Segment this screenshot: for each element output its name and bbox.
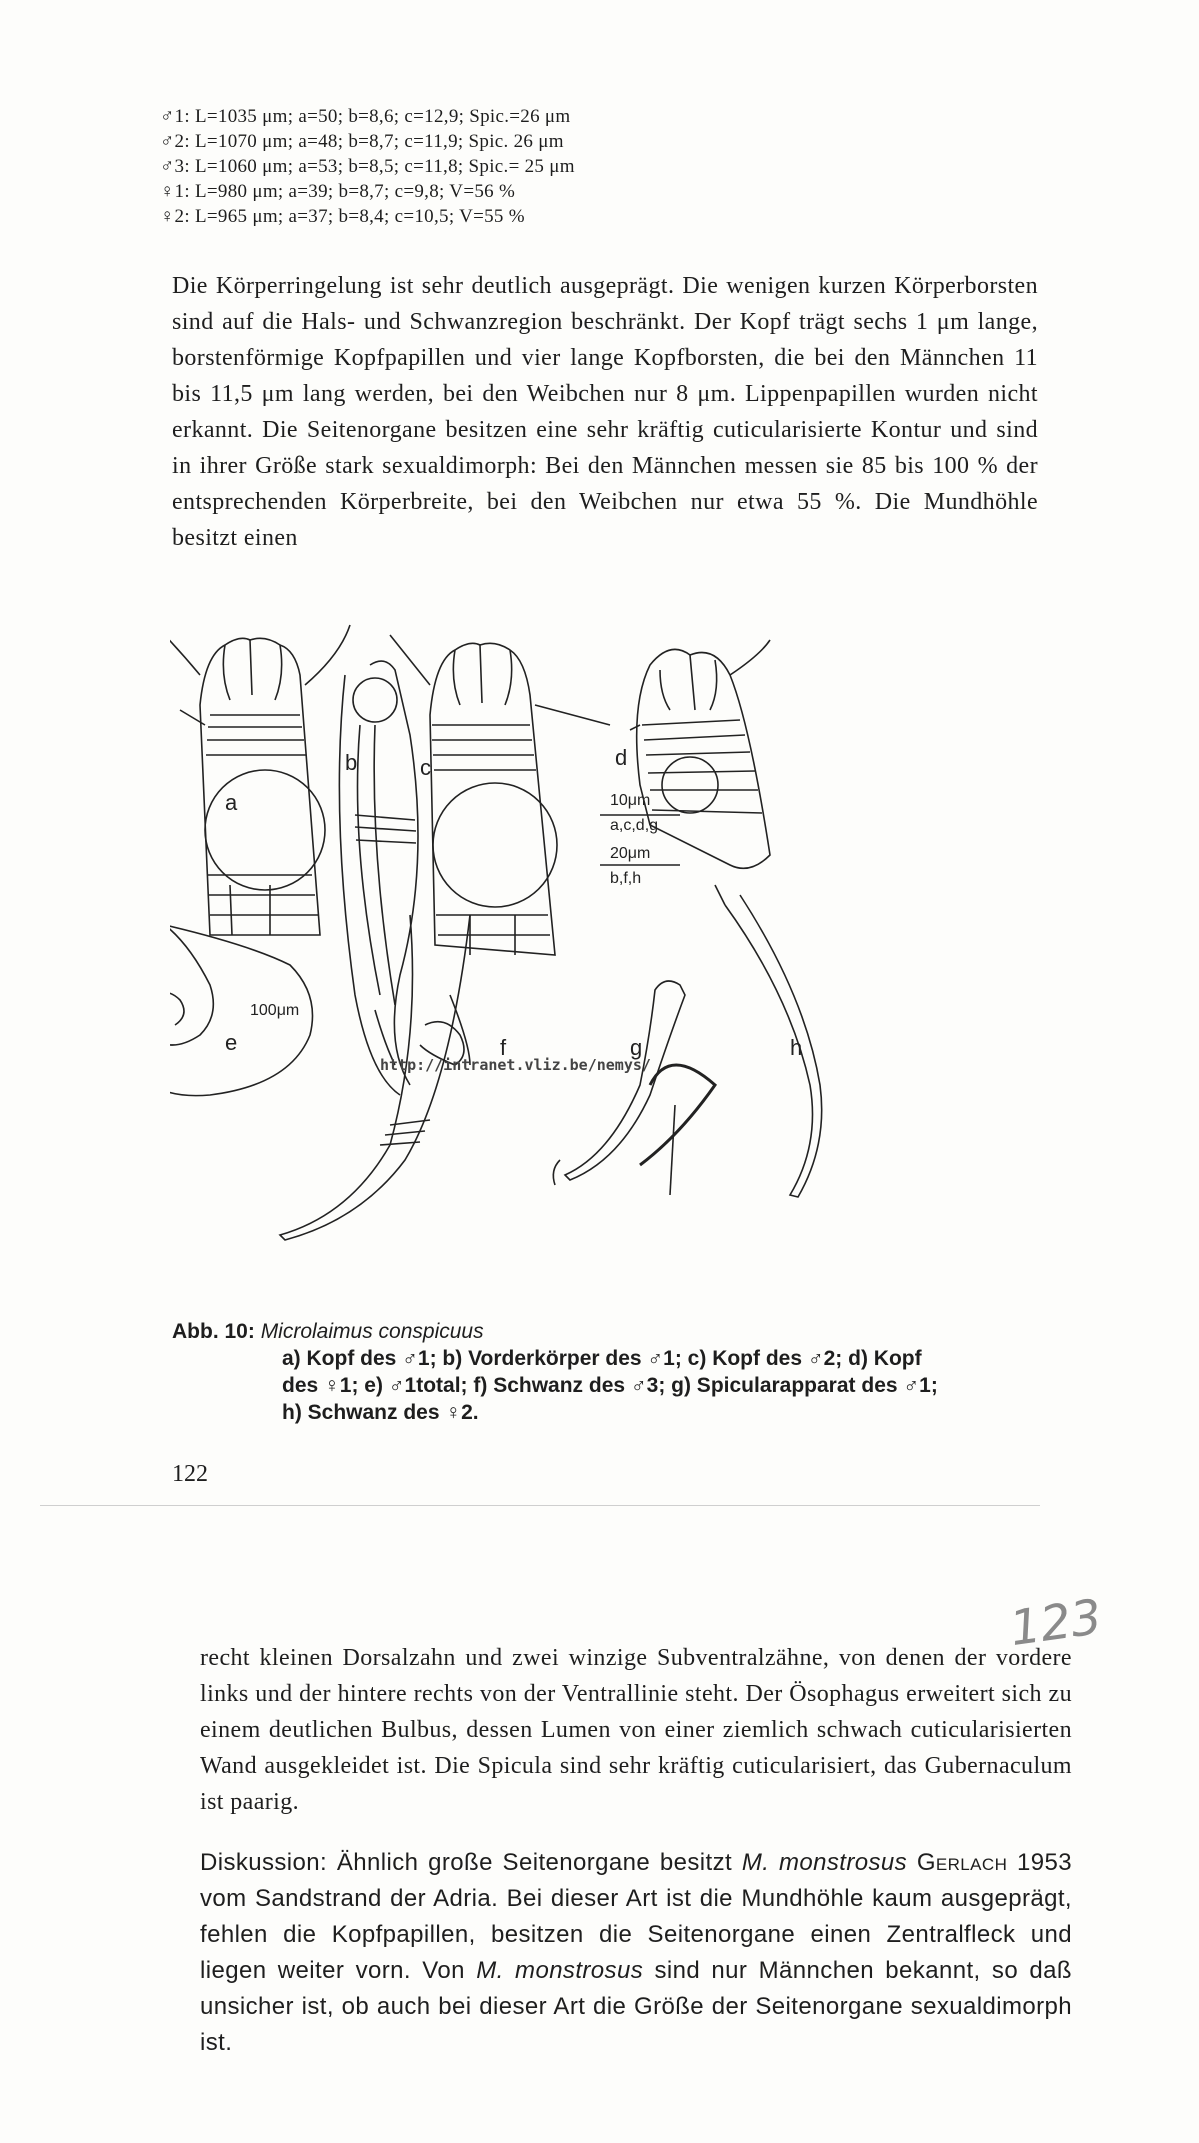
measurement-line: ♂2: L=1070 μm; a=48; b=8,7; c=11,9; Spic. 26 μm <box>160 131 564 152</box>
discussion-paragraph <box>200 1845 1072 2061</box>
discussion-text: 1953 vom Sandstrand der Adria. Bei dieser Art ist die Mundhöhle kaum ausgeprägt, fehlen die Kopfpapillen, besitzen die Seitenorgane einen Zentralfleck und liegen weiter vorn. Von <box>200 1849 1073 1984</box>
drawing-e-total <box>170 900 313 1096</box>
discussion-text: sind nur Männchen bekannt, so daß unsicher ist, ob auch bei dieser Art die Größe der Seitenorgane sexualdimorph ist. <box>200 1957 1072 2056</box>
drawing-c-head <box>390 635 610 955</box>
watermark-url: http://intranet.vliz.be/nemys/ <box>380 1056 651 1074</box>
figure-10 <box>170 615 1050 1285</box>
drawing-g-spicules <box>553 981 715 1195</box>
scale-bar-label: 10μm <box>610 792 651 809</box>
species-name: M. monstrosus <box>741 1849 908 1876</box>
page-divider <box>40 1505 1040 1506</box>
caption-label: Abb. 10: <box>172 1320 255 1343</box>
figure-label: a <box>225 790 238 815</box>
caption-line: des ♀1; e) ♂1total; f) Schwanz des ♂3; g) Spicularapparat des ♂1; <box>282 1374 938 1397</box>
description-paragraph-continued: recht kleinen Dorsalzahn und zwei winzige Subventralzähne, von denen der vordere links und der hintere rechts von der Ventrallinie steht. Der Ösophagus erweitert sich zu einem deutlichen Bulbus, dessen Lumen von einer ziemlich schwach cuticularisierten Wand ausgekleidet ist. Die Spicula sind sehr kräftig cuticularisiert, das Gubernaculum ist paarig. <box>200 1645 1072 1815</box>
drawing-h-tail <box>715 885 822 1197</box>
measurement-list <box>160 104 575 229</box>
drawing-d-head <box>630 640 770 868</box>
measurement-line: ♂3: L=1060 μm; a=53; b=8,5; c=11,8; Spic.= 25 μm <box>160 156 575 177</box>
page-number: 122 <box>172 1461 208 1487</box>
scale-bar-label: 100μm <box>250 1002 300 1019</box>
description-paragraph: Die Körperringelung ist sehr deutlich ausgeprägt. Die wenigen kurzen Körperborsten sind auf die Hals- und Schwanzregion beschränkt. Der Kopf trägt sechs 1 μm lange, borstenförmige Kopfpapillen und vier lange Kopfborsten, die bei den Männchen 11 bis 11,5 μm lang werden, bei den Weibchen nur 8 μm. Lippenpapillen wurden nicht erkannt. Die Seitenorgane besitzen eine sehr kräftig cuticularisierte Kontur und sind in ihrer Größe stark sexualdimorph: Bei den Männchen messen sie 85 bis 100 % der entsprechenden Körperbreite, bei den Weibchen nur etwa 55 %. Die Mundhöhle besitzt einen <box>172 273 1038 551</box>
figure-label: d <box>615 745 628 770</box>
figure-label: e <box>225 1030 238 1055</box>
figure-label: c <box>420 755 431 780</box>
scale-bar-label: a,c,d,g <box>610 817 659 834</box>
caption-line: a) Kopf des ♂1; b) Vorderkörper des ♂1; c) Kopf des ♂2; d) Kopf <box>282 1347 922 1370</box>
drawing-b-body <box>339 661 418 1095</box>
handwritten-page-number: 123 <box>1006 1588 1106 1658</box>
figure-label: h <box>790 1035 803 1060</box>
drawing-a-head <box>170 620 350 935</box>
author-name: Gerlach <box>916 1849 1008 1876</box>
caption-line: h) Schwanz des ♀2. <box>282 1401 479 1424</box>
species-name: M. monstrosus <box>476 1957 644 1984</box>
measurement-line: ♀1: L=980 μm; a=39; b=8,7; c=9,8; V=56 % <box>160 181 516 202</box>
caption-species: Microlaimus conspicuus <box>260 1320 484 1343</box>
measurement-line: ♀2: L=965 μm; a=37; b=8,4; c=10,5; V=55 % <box>160 206 525 227</box>
figure-label: f <box>500 1035 507 1060</box>
measurement-line: ♂1: L=1035 μm; a=50; b=8,6; c=12,9; Spic.=26 μm <box>160 106 571 127</box>
figure-caption <box>172 1318 1052 1426</box>
discussion-text: Ähnlich große Seitenorgane besitzt <box>327 1849 742 1876</box>
scale-bar-label: 20μm <box>610 845 651 862</box>
discussion-lead: Diskussion: <box>200 1849 328 1876</box>
drawing-f-tail <box>280 915 470 1240</box>
figure-label: b <box>345 750 358 775</box>
figure-drawing <box>170 615 1050 1285</box>
scale-bar-label: b,f,h <box>610 870 642 887</box>
figure-label: g <box>630 1035 643 1060</box>
